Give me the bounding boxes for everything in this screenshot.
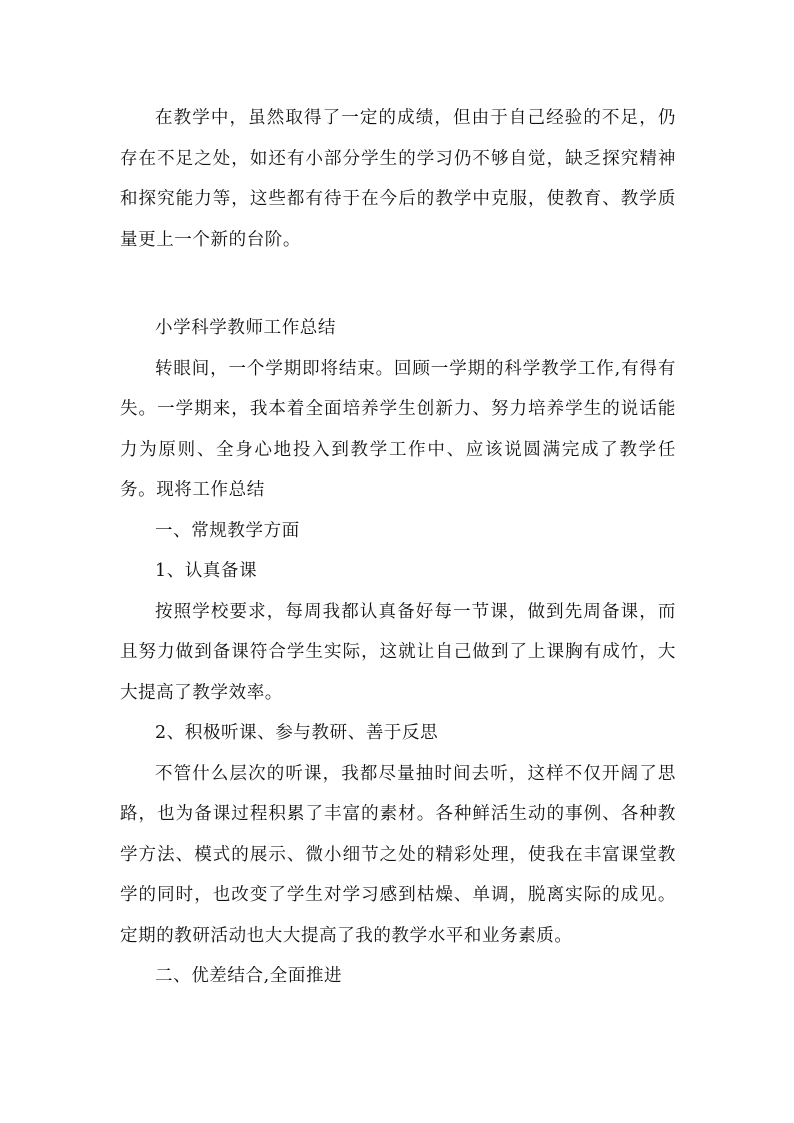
section-heading-routine-teaching: 一、常规教学方面 bbox=[155, 520, 300, 541]
paragraph-lesson-observation: 不管什么层次的听课，我都尽量抽时间去听，这样不仅开阔了思路，也为备课过程积累了丰富的素材。各种鲜活生动的事例、各种教学方法、模式的展示、微小细节之处的精彩处理，使我在丰富课堂教学的同时，也改变了学生对学习感到枯燥、单调，脱离实际的成见。定期的教研活动也大大提高了我的教学水平和业务素质。 bbox=[120, 763, 676, 946]
subheading-lesson-preparation: 1、认真备课 bbox=[155, 561, 258, 581]
paragraph-intro: 转眼间，一个学期即将结束。回顾一学期的科学教学工作,有得有失。一学期来，我本着全面培养学生创新力、努力培养学生的说话能力为原则、全身心地投入到教学工作中、应该说圆满完成了教学任务。现将工作总结 bbox=[120, 358, 676, 500]
paragraph-teaching-shortcomings: 在教学中，虽然取得了一定的成绩，但由于自己经验的不足，仍存在不足之处，如还有小部分学生的学习仍不够自觉，缺乏探究精神和探究能力等，这些都有待于在今后的教学中克服，使教育、教学质量更上一个新的台阶。 bbox=[120, 108, 676, 250]
section-heading-combine-strengths: 二、优差结合,全面推进 bbox=[155, 966, 343, 986]
document-title: 小学科学教师工作总结 bbox=[155, 318, 336, 338]
subheading-lesson-observation: 2、积极听课、参与教研、善于反思 bbox=[155, 723, 439, 743]
document-body bbox=[120, 98, 676, 997]
paragraph-lesson-preparation: 按照学校要求，每周我都认真备好每一节课，做到先周备课，而且努力做到备课符合学生实际，这就让自己做到了上课胸有成竹，大大提高了教学效率。 bbox=[120, 601, 676, 703]
